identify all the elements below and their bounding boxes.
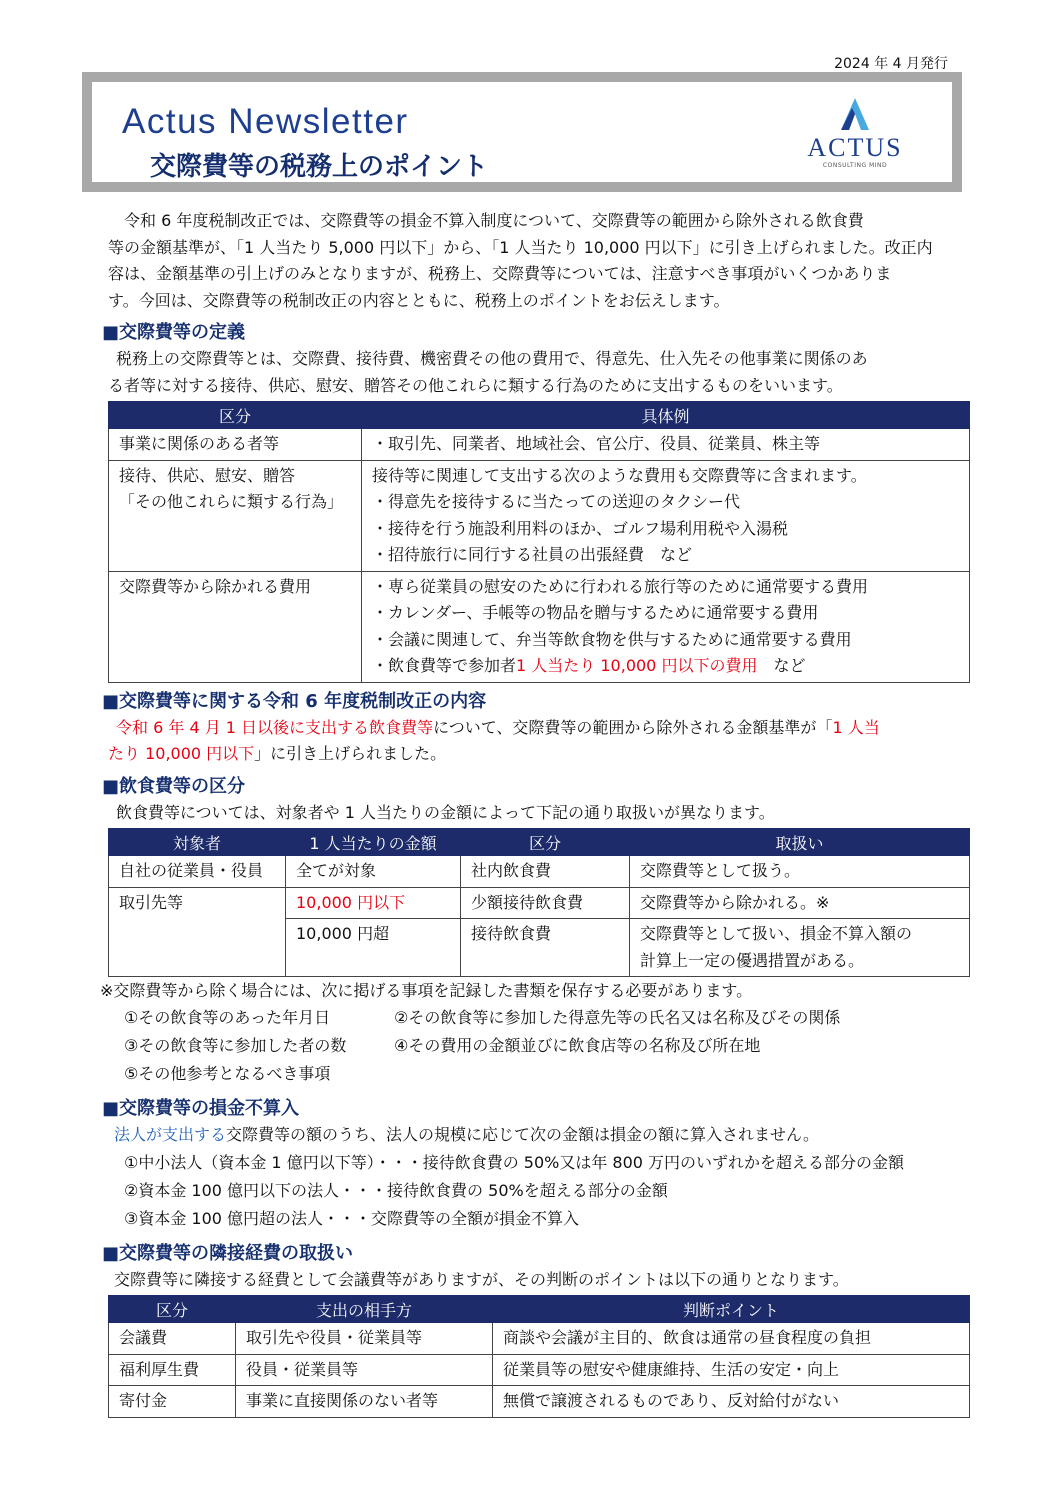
table-cell: 少額接待飲食費 [461, 887, 630, 919]
table-cell: 商談や会議が主目的、飲食は通常の昼食程度の負担 [493, 1323, 970, 1355]
table-header: 取扱い [630, 829, 970, 856]
highlight-text: たり 10,000 円以下 [108, 744, 255, 763]
intro-line: 等の金額基準が、「1 人当たり 5,000 円以下」から、「1 人当たり 10,000 円以下」に引き上げられました。改正内 [108, 237, 933, 257]
list-item: ③その飲食等に参加した者の数 [124, 1036, 347, 1055]
highlight-text: 1 人当たり 10,000 円以下の費用 [516, 656, 758, 675]
table-row [109, 1354, 970, 1386]
food-note: ※交際費等から除く場合には、次に掲げる事項を記録した書類を保存する必要があります。 [100, 981, 753, 1000]
section-heading-food-expenses: ■飲食費等の区分 [102, 775, 246, 797]
table-row [109, 887, 970, 919]
list-item: ②その飲食等に参加した得意先等の氏名又は名称及びその関係 [394, 1008, 841, 1027]
table-header-row [109, 1296, 970, 1323]
section-heading-revision: ■交際費等に関する令和 6 年度税制改正の内容 [102, 690, 487, 712]
table-cell: 無償で譲渡されるものであり、反対給付がない [493, 1386, 970, 1418]
list-item: ①中小法人（資本金 1 億円以下等）・・・接待飲食費の 50%又は年 800 万円のいずれかを超える部分の金額 [124, 1152, 905, 1172]
actus-logo [800, 96, 910, 186]
actus-logo-mark-icon [835, 96, 875, 134]
table-cell: 交際費等として扱う。 [630, 856, 970, 888]
table-cell: 自社の従業員・役員 [109, 856, 286, 888]
food-intro: 飲食費等については、対象者や 1 人当たりの金額によって下記の通り取扱いが異なります。 [116, 802, 775, 822]
logo-word: ACTUS [807, 133, 903, 162]
table-cell: 福利厚生費 [109, 1354, 236, 1386]
table-header: 1 人当たりの金額 [286, 829, 461, 856]
intro-paragraph [108, 208, 970, 314]
table-cell: 役員・従業員等 [236, 1354, 493, 1386]
table-header: 区分 [461, 829, 630, 856]
highlight-text: 令和 6 年 4 月 1 日以後に支出する飲食費等 [116, 717, 434, 737]
logo-tagline: CONSULTING MIND [822, 162, 888, 169]
table-header: 判断ポイント [493, 1296, 970, 1323]
cell-text: 交際費等から除かれる費用 [119, 576, 312, 596]
cell-text: ・取引先、同業者、地域社会、官公庁、役員、従業員、株主等 [372, 434, 821, 453]
cell-text: 交際費等として扱い、損金不算入額の [640, 924, 913, 943]
table-row [109, 429, 970, 461]
table-cell [362, 460, 970, 571]
table-cell: 会議費 [109, 1323, 236, 1355]
highlight-text: 法人が支出する [114, 1125, 227, 1144]
main-content [100, 208, 970, 1418]
table-cell [362, 429, 970, 461]
table-cell [109, 429, 362, 461]
newsletter-subtitle: 交際費等の税務上のポイント [150, 152, 489, 182]
list-item: ⑤その他参考となるべき事項 [124, 1064, 331, 1083]
definition-table [108, 401, 970, 683]
table-row [109, 856, 970, 888]
table-header: 区分 [109, 402, 362, 429]
table-row [109, 460, 970, 571]
record-items-row [108, 1004, 970, 1032]
cell-text: 事業に関係のある者等 [119, 434, 280, 453]
cell-text: ・得意先を接待するに当たっての送迎のタクシー代 [372, 492, 741, 511]
table-header: 対象者 [109, 829, 286, 856]
cell-text-part: ・飲食費等で参加者 [372, 656, 517, 675]
list-item: ①その飲食等のあった年月日 [124, 1008, 331, 1027]
cell-text: ・専ら従業員の慰安のために行われる旅行等のために通常要する費用 [372, 576, 869, 596]
table-cell: 社内飲食費 [461, 856, 630, 888]
issue-date: 2024 年 4 月発行 [834, 56, 948, 72]
adjacent-expense-table [108, 1295, 970, 1418]
table-cell: 取引先等 [109, 887, 286, 977]
section-heading-definition: ■交際費等の定義 [102, 322, 246, 343]
cell-text: ・会議に関連して、弁当等飲食物を供与するために通常要する費用 [372, 629, 852, 649]
table-cell: 全てが対象 [286, 856, 461, 888]
cell-text-part: など [757, 656, 806, 675]
table-cell: 事業に直接関係のない者等 [236, 1386, 493, 1418]
table-cell [362, 571, 970, 682]
food-expense-table [108, 828, 970, 977]
section-heading-nondeductible: ■交際費等の損金不算入 [102, 1098, 300, 1119]
cell-text [372, 653, 959, 680]
section-heading-adjacent-expenses: ■交際費等の隣接経費の取扱い [102, 1242, 354, 1264]
intro-line: 令和 6 年度税制改正では、交際費等の損金不算入制度について、交際費等の範囲から除外される飲食費 [124, 211, 864, 230]
cell-text: ・接待を行う施設利用料のほか、ゴルフ場利用税や入湯税 [372, 518, 789, 538]
revision-line [108, 715, 970, 742]
revision-line [108, 741, 970, 768]
intro-line: す。今回は、交際費等の税制改正の内容とともに、税務上のポイントをお伝えします。 [108, 290, 730, 310]
definition-line: 税務上の交際費等とは、交際費、接待費、機密費その他の費用で、得意先、仕入先その他事業に関係のあ [116, 349, 868, 368]
table-cell: 交際費等から除かれる。※ [630, 887, 970, 919]
highlight-text: 1 人当 [832, 717, 880, 737]
intro-line: 容は、金額基準の引上げのみとなりますが、税務上、交際費等については、注意すべき事項がいくつかありま [108, 264, 892, 283]
cell-text: ・招待旅行に同行する社員の出張経費 など [372, 545, 693, 564]
list-item: ②資本金 100 億円以下の法人・・・接待飲食費の 50%を超える部分の金額 [124, 1180, 668, 1200]
table-header-row [109, 402, 970, 429]
newsletter-title: Actus Newsletter [122, 102, 409, 141]
nondeductible-intro [108, 1122, 970, 1149]
table-header-row [109, 829, 970, 856]
cell-text: 「その他これらに類する行為」 [119, 492, 344, 511]
list-item: ③資本金 100 億円超の法人・・・交際費等の全額が損金不算入 [124, 1208, 580, 1228]
cell-text: 接待等に関連して支出する次のような費用も交際費等に含まれます。 [372, 465, 867, 485]
table-cell [109, 460, 362, 571]
table-header: 支出の相手方 [236, 1296, 493, 1323]
table-cell: 10,000 円以下 [286, 887, 461, 919]
cell-text: 接待、供応、慰安、贈答 [119, 465, 296, 485]
table-cell: 取引先や役員・従業員等 [236, 1323, 493, 1355]
table-row [109, 571, 970, 682]
revision-text: 」に引き上げられました。 [254, 744, 447, 763]
table-cell: 接待飲食費 [461, 919, 630, 977]
table-cell [109, 571, 362, 682]
table-cell: 寄付金 [109, 1386, 236, 1418]
cell-text: 計算上一定の優遇措置がある。 [640, 950, 865, 970]
cell-text: ・カレンダー、手帳等の物品を贈与するために通常要する費用 [372, 603, 819, 622]
table-row [109, 1386, 970, 1418]
header-banner [82, 72, 962, 192]
table-cell: 従業員等の慰安や健康維持、生活の安定・向上 [493, 1354, 970, 1386]
table-cell: 10,000 円超 [286, 919, 461, 977]
table-header: 区分 [109, 1296, 236, 1323]
table-header: 具体例 [362, 402, 970, 429]
record-items-row [108, 1032, 970, 1060]
table-row [109, 1323, 970, 1355]
definition-line: る者等に対する接待、供応、慰安、贈答その他これらに類する行為のために支出するものをいいます。 [108, 375, 843, 395]
adjacent-intro: 交際費等に隣接する経費として会議費等がありますが、その判断のポイントは以下の通りとなります。 [114, 1269, 849, 1289]
list-item: ④その費用の金額並びに飲食店等の名称及び所在地 [394, 1036, 761, 1055]
revision-text: について、交際費等の範囲から除外される金額基準が「 [433, 717, 833, 737]
nondeductible-text: 交際費等の額のうち、法人の規模に応じて次の金額は損金の額に算入されません。 [226, 1125, 819, 1144]
table-cell [630, 919, 970, 977]
